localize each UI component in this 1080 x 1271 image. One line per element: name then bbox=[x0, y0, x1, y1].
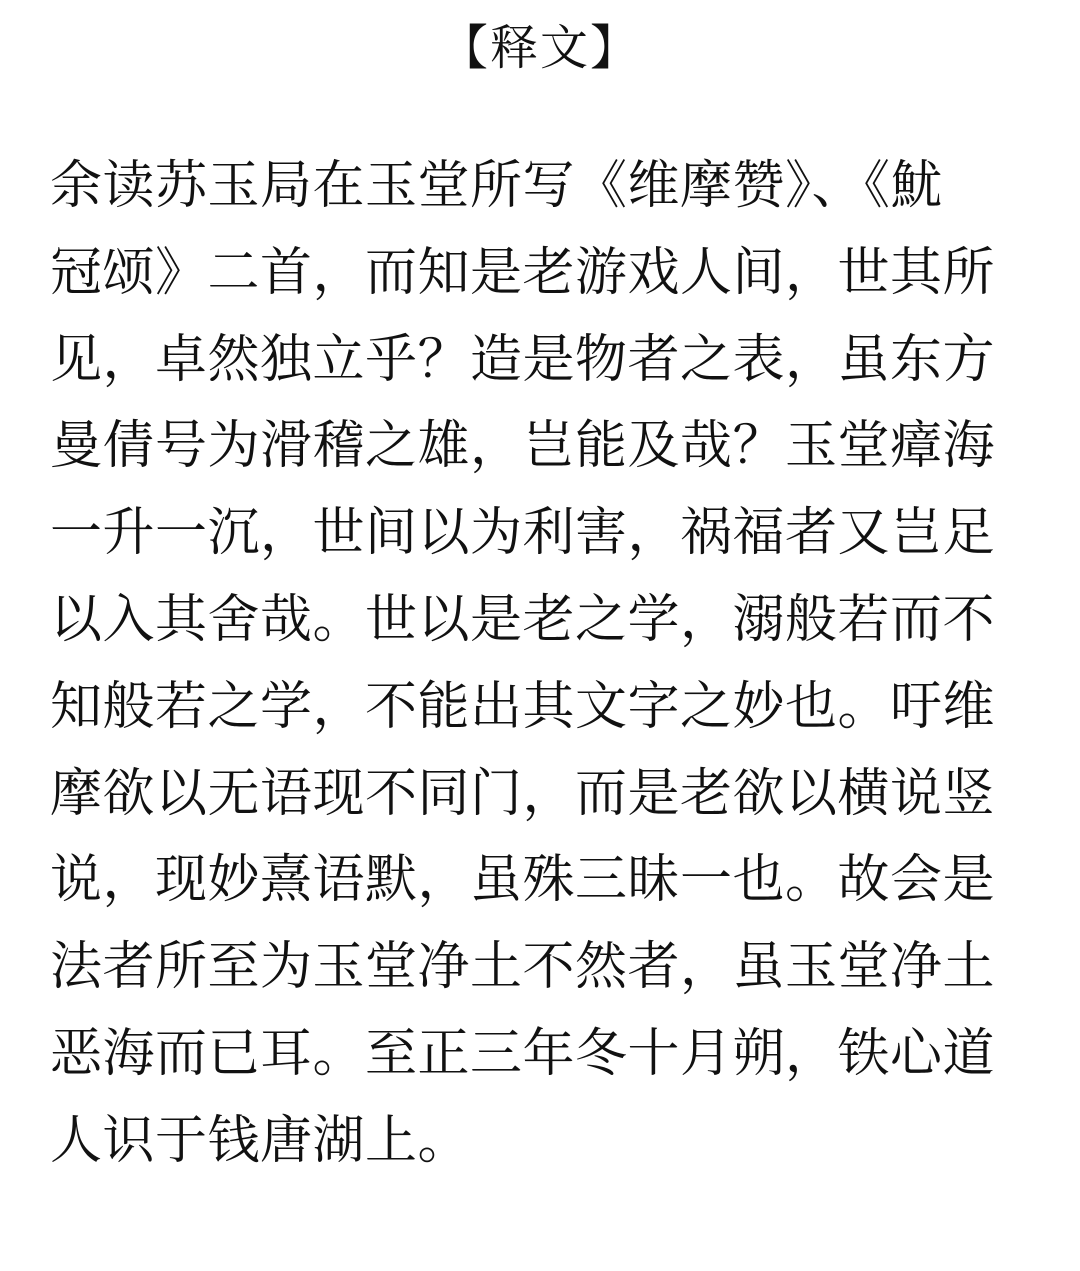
text-line: 法者所至为玉堂净土不然者，虽玉堂净土 bbox=[50, 937, 996, 998]
page-title: 【释文】 bbox=[439, 20, 640, 76]
text-line: 知般若之学，不能出其文字之妙也。吁维 bbox=[50, 676, 996, 737]
text-line: 见，卓然独立乎？造是物者之表，虽东方 bbox=[50, 329, 996, 390]
text-line: 人识于钱唐湖上。 bbox=[50, 1110, 471, 1171]
text-line: 余读苏玉局在玉堂所写《维摩赞》、《魷 bbox=[50, 156, 944, 216]
text-line: 摩欲以无语现不同门，而是老欲以横说竖 bbox=[50, 763, 996, 824]
text-line: 以入其舍哉。世以是老之学，溺般若而不 bbox=[50, 589, 996, 650]
text-line: 恶海而已耳。至正三年冬十月朔，铁心道 bbox=[50, 1023, 996, 1084]
text-line: 冠颂》二首，而知是老游戏人间，世其所 bbox=[50, 242, 996, 303]
text-line: 一升一沉，世间以为利害，祸福者又岂足 bbox=[50, 503, 996, 564]
text-line: 说，现妙熹语默，虽殊三昧一也。故会是 bbox=[50, 850, 996, 911]
text-line: 曼倩号为滑稽之雄，岂能及哉？玉堂瘴海 bbox=[50, 416, 996, 477]
transcription-text bbox=[50, 143, 1040, 1185]
